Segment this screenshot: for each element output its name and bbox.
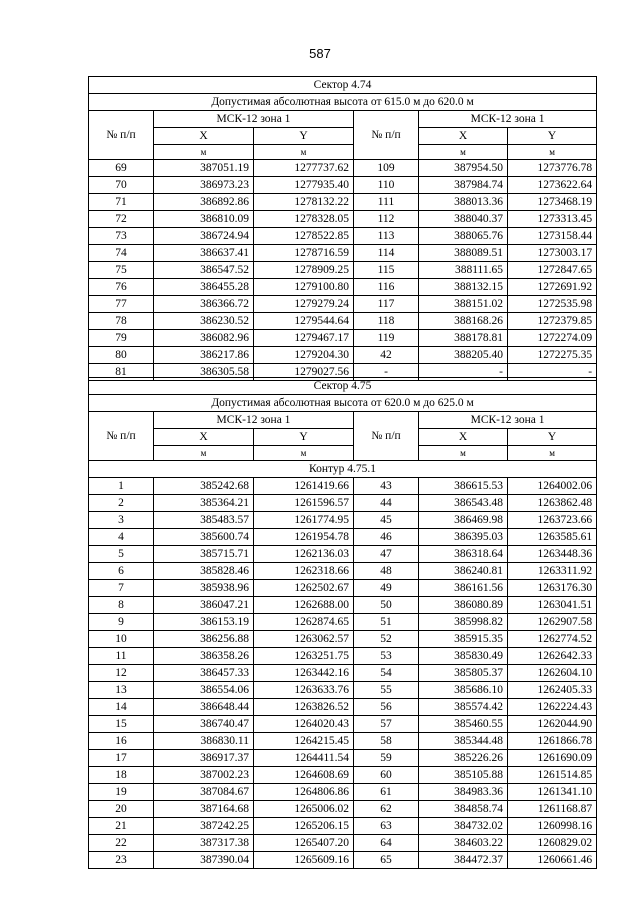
x-coordinate-left: 386366.72	[154, 296, 254, 313]
table-row	[89, 495, 597, 512]
num-header-right: № п/п	[354, 412, 419, 461]
y-coordinate-left: 1263062.57	[254, 631, 354, 648]
y-coordinate-right: 1272847.65	[508, 262, 597, 279]
table-row	[89, 262, 597, 279]
y-coordinate-right: 1273468.19	[508, 194, 597, 211]
x-coordinate-right: 388013.36	[419, 194, 508, 211]
x-coordinate-left: 386217.86	[154, 347, 254, 364]
y-coordinate-right: 1263041.51	[508, 597, 597, 614]
x-coordinate-right: 384983.36	[419, 784, 508, 801]
x-coordinate-left: 386256.88	[154, 631, 254, 648]
y-coordinate-right: 1272274.09	[508, 330, 597, 347]
table-row	[89, 279, 597, 296]
point-number-left: 79	[89, 330, 154, 347]
x-coordinate-right: 384472.37	[419, 852, 508, 869]
y-coordinate-left: 1265407.20	[254, 835, 354, 852]
y-coordinate-left: 1279279.24	[254, 296, 354, 313]
y-coordinate-right: 1263585.61	[508, 529, 597, 546]
point-number-left: 19	[89, 784, 154, 801]
y-coordinate-right: 1260998.16	[508, 818, 597, 835]
y-unit-left: м	[254, 446, 354, 461]
y-coordinate-left: 1263251.75	[254, 648, 354, 665]
table-row	[89, 750, 597, 767]
y-coordinate-right: 1260829.02	[508, 835, 597, 852]
y-coordinate-left: 1263633.76	[254, 682, 354, 699]
y-coordinate-left: 1264411.54	[254, 750, 354, 767]
point-number-right: 51	[354, 614, 419, 631]
sector-table-4-75	[88, 377, 597, 869]
table-row	[89, 347, 597, 364]
y-coordinate-left: 1279544.64	[254, 313, 354, 330]
y-coordinate-left: 1265206.15	[254, 818, 354, 835]
y-coordinate-left: 1262688.00	[254, 597, 354, 614]
point-number-left: 1	[89, 478, 154, 495]
x-coordinate-left: 386455.28	[154, 279, 254, 296]
y-coordinate-left: 1264020.43	[254, 716, 354, 733]
table-row	[89, 614, 597, 631]
point-number-right: -	[354, 364, 419, 381]
x-coordinate-right: 386080.89	[419, 597, 508, 614]
point-number-left: 71	[89, 194, 154, 211]
point-number-left: 12	[89, 665, 154, 682]
point-number-left: 72	[89, 211, 154, 228]
y-coordinate-right: 1261168.87	[508, 801, 597, 818]
y-coordinate-left: 1278909.25	[254, 262, 354, 279]
point-number-left: 22	[89, 835, 154, 852]
x-coordinate-left: 386082.96	[154, 330, 254, 347]
y-coordinate-right: 1272275.35	[508, 347, 597, 364]
x-coordinate-right: 386318.64	[419, 546, 508, 563]
y-header-left: Y	[254, 128, 354, 145]
y-coordinate-left: 1279027.56	[254, 364, 354, 381]
y-coordinate-right: 1262774.52	[508, 631, 597, 648]
y-coordinate-right: -	[508, 364, 597, 381]
y-coordinate-left: 1278716.59	[254, 245, 354, 262]
table-row	[89, 665, 597, 682]
point-number-left: 78	[89, 313, 154, 330]
point-number-right: 45	[354, 512, 419, 529]
x-coordinate-left: 386457.33	[154, 665, 254, 682]
y-coordinate-left: 1265609.16	[254, 852, 354, 869]
num-header-right: № п/п	[354, 111, 419, 160]
table-row	[89, 733, 597, 750]
x-coordinate-right: 385460.55	[419, 716, 508, 733]
y-coordinate-left: 1264806.86	[254, 784, 354, 801]
y-coordinate-right: 1260661.46	[508, 852, 597, 869]
x-coordinate-left: 387002.23	[154, 767, 254, 784]
y-coordinate-right: 1262044.90	[508, 716, 597, 733]
sector-table-body	[89, 378, 597, 869]
table-row	[89, 512, 597, 529]
y-coordinate-right: 1263723.66	[508, 512, 597, 529]
table-row	[89, 546, 597, 563]
x-coordinate-left: 385938.96	[154, 580, 254, 597]
table-row	[89, 296, 597, 313]
table-row	[89, 245, 597, 262]
x-coordinate-right: 385105.88	[419, 767, 508, 784]
x-coordinate-right: 388132.15	[419, 279, 508, 296]
y-coordinate-left: 1264215.45	[254, 733, 354, 750]
point-number-right: 52	[354, 631, 419, 648]
point-number-right: 46	[354, 529, 419, 546]
point-number-left: 6	[89, 563, 154, 580]
point-number-left: 77	[89, 296, 154, 313]
y-coordinate-right: 1273776.78	[508, 160, 597, 177]
table-row	[89, 228, 597, 245]
point-number-left: 11	[89, 648, 154, 665]
table-row	[89, 852, 597, 869]
x-coordinate-left: 386230.52	[154, 313, 254, 330]
x-coordinate-left: 386358.26	[154, 648, 254, 665]
x-coordinate-right: 387954.50	[419, 160, 508, 177]
y-coordinate-left: 1277737.62	[254, 160, 354, 177]
x-coordinate-left: 387051.19	[154, 160, 254, 177]
x-header-right: X	[419, 128, 508, 145]
point-number-left: 8	[89, 597, 154, 614]
point-number-right: 55	[354, 682, 419, 699]
table-row	[89, 801, 597, 818]
table-row	[89, 563, 597, 580]
y-coordinate-right: 1272691.92	[508, 279, 597, 296]
y-coordinate-right: 1264002.06	[508, 478, 597, 495]
point-number-right: 113	[354, 228, 419, 245]
point-number-left: 21	[89, 818, 154, 835]
x-unit-right: м	[419, 145, 508, 160]
y-coordinate-left: 1261419.66	[254, 478, 354, 495]
x-coordinate-right: 388168.26	[419, 313, 508, 330]
y-coordinate-left: 1278522.85	[254, 228, 354, 245]
point-number-left: 74	[89, 245, 154, 262]
point-number-right: 53	[354, 648, 419, 665]
x-coordinate-right: 386240.81	[419, 563, 508, 580]
y-coordinate-left: 1278328.05	[254, 211, 354, 228]
point-number-right: 62	[354, 801, 419, 818]
table-row	[89, 818, 597, 835]
point-number-right: 54	[354, 665, 419, 682]
x-coordinate-left: 386740.47	[154, 716, 254, 733]
y-coordinate-right: 1262604.10	[508, 665, 597, 682]
y-coordinate-left: 1263442.16	[254, 665, 354, 682]
table-row	[89, 699, 597, 716]
contour-label: Контур 4.75.1	[89, 461, 597, 478]
y-header-right: Y	[508, 128, 597, 145]
x-coordinate-left: 385600.74	[154, 529, 254, 546]
system-header-right: МСК-12 зона 1	[419, 412, 597, 429]
table-row	[89, 211, 597, 228]
x-header-right: X	[419, 429, 508, 446]
x-coordinate-left: 387164.68	[154, 801, 254, 818]
table-row	[89, 478, 597, 495]
x-coordinate-left: 386305.58	[154, 364, 254, 381]
y-coordinate-left: 1263826.52	[254, 699, 354, 716]
x-coordinate-right: 386615.53	[419, 478, 508, 495]
table-row	[89, 682, 597, 699]
table-row	[89, 716, 597, 733]
point-number-right: 117	[354, 296, 419, 313]
point-number-left: 20	[89, 801, 154, 818]
x-header-left: X	[154, 128, 254, 145]
point-number-right: 44	[354, 495, 419, 512]
point-number-right: 61	[354, 784, 419, 801]
point-number-left: 23	[89, 852, 154, 869]
x-coordinate-right: 385830.49	[419, 648, 508, 665]
point-number-left: 5	[89, 546, 154, 563]
x-coordinate-left: 385364.21	[154, 495, 254, 512]
point-number-left: 76	[89, 279, 154, 296]
x-coordinate-right: -	[419, 364, 508, 381]
table-row	[89, 194, 597, 211]
y-unit-right: м	[508, 446, 597, 461]
y-coordinate-right: 1262405.33	[508, 682, 597, 699]
y-header-left: Y	[254, 429, 354, 446]
sector-table-body	[89, 77, 597, 381]
point-number-left: 17	[89, 750, 154, 767]
y-coordinate-right: 1261341.10	[508, 784, 597, 801]
x-unit-left: м	[154, 446, 254, 461]
point-number-right: 49	[354, 580, 419, 597]
y-unit-right: м	[508, 145, 597, 160]
y-coordinate-right: 1273158.44	[508, 228, 597, 245]
page-number: 587	[309, 46, 331, 61]
x-coordinate-left: 387242.25	[154, 818, 254, 835]
point-number-right: 63	[354, 818, 419, 835]
table-row	[89, 177, 597, 194]
table-row	[89, 784, 597, 801]
x-coordinate-right: 385686.10	[419, 682, 508, 699]
point-number-right: 48	[354, 563, 419, 580]
point-number-right: 119	[354, 330, 419, 347]
point-number-left: 4	[89, 529, 154, 546]
x-coordinate-left: 386810.09	[154, 211, 254, 228]
x-coordinate-left: 386047.21	[154, 597, 254, 614]
y-coordinate-right: 1272535.98	[508, 296, 597, 313]
x-coordinate-left: 386973.23	[154, 177, 254, 194]
x-coordinate-right: 386395.03	[419, 529, 508, 546]
x-coordinate-left: 387084.67	[154, 784, 254, 801]
point-number-left: 81	[89, 364, 154, 381]
point-number-right: 57	[354, 716, 419, 733]
point-number-right: 116	[354, 279, 419, 296]
table-row	[89, 160, 597, 177]
sector-title: Сектор 4.74	[89, 77, 597, 94]
x-coordinate-right: 386469.98	[419, 512, 508, 529]
y-coordinate-right: 1263862.48	[508, 495, 597, 512]
point-number-left: 69	[89, 160, 154, 177]
y-coordinate-left: 1262874.65	[254, 614, 354, 631]
x-coordinate-right: 386543.48	[419, 495, 508, 512]
y-coordinate-right: 1263448.36	[508, 546, 597, 563]
x-coordinate-right: 385226.26	[419, 750, 508, 767]
y-coordinate-left: 1262136.03	[254, 546, 354, 563]
x-coordinate-right: 387984.74	[419, 177, 508, 194]
point-number-right: 64	[354, 835, 419, 852]
y-coordinate-left: 1279100.80	[254, 279, 354, 296]
y-coordinate-right: 1261690.09	[508, 750, 597, 767]
x-coordinate-left: 385483.57	[154, 512, 254, 529]
table-row	[89, 529, 597, 546]
table-row	[89, 580, 597, 597]
y-coordinate-left: 1265006.02	[254, 801, 354, 818]
point-number-left: 10	[89, 631, 154, 648]
height-note: Допустимая абсолютная высота от 620.0 м до 625.0 м	[89, 395, 597, 412]
table-row	[89, 330, 597, 347]
point-number-left: 13	[89, 682, 154, 699]
point-number-right: 111	[354, 194, 419, 211]
y-coordinate-left: 1261954.78	[254, 529, 354, 546]
x-coordinate-right: 388089.51	[419, 245, 508, 262]
x-coordinate-left: 386724.94	[154, 228, 254, 245]
point-number-right: 56	[354, 699, 419, 716]
point-number-right: 114	[354, 245, 419, 262]
x-coordinate-right: 385998.82	[419, 614, 508, 631]
table-row	[89, 767, 597, 784]
x-coordinate-left: 386554.06	[154, 682, 254, 699]
x-coordinate-right: 385574.42	[419, 699, 508, 716]
y-coordinate-right: 1263176.30	[508, 580, 597, 597]
point-number-left: 75	[89, 262, 154, 279]
point-number-right: 59	[354, 750, 419, 767]
point-number-right: 65	[354, 852, 419, 869]
y-coordinate-left: 1279204.30	[254, 347, 354, 364]
num-header-left: № п/п	[89, 412, 154, 461]
x-coordinate-left: 386637.41	[154, 245, 254, 262]
table-row	[89, 597, 597, 614]
x-coordinate-right: 384858.74	[419, 801, 508, 818]
point-number-left: 80	[89, 347, 154, 364]
y-coordinate-right: 1262642.33	[508, 648, 597, 665]
y-coordinate-right: 1273622.64	[508, 177, 597, 194]
point-number-right: 58	[354, 733, 419, 750]
x-coordinate-right: 388065.76	[419, 228, 508, 245]
point-number-right: 118	[354, 313, 419, 330]
system-header-left: МСК-12 зона 1	[154, 111, 354, 128]
x-coordinate-left: 385828.46	[154, 563, 254, 580]
x-header-left: X	[154, 429, 254, 446]
x-coordinate-left: 386892.86	[154, 194, 254, 211]
point-number-left: 7	[89, 580, 154, 597]
x-coordinate-right: 384732.02	[419, 818, 508, 835]
x-coordinate-right: 388178.81	[419, 330, 508, 347]
point-number-left: 70	[89, 177, 154, 194]
point-number-left: 73	[89, 228, 154, 245]
point-number-right: 50	[354, 597, 419, 614]
x-coordinate-left: 385715.71	[154, 546, 254, 563]
x-coordinate-right: 388151.02	[419, 296, 508, 313]
x-coordinate-right: 388111.65	[419, 262, 508, 279]
x-coordinate-right: 384603.22	[419, 835, 508, 852]
y-coordinate-left: 1261774.95	[254, 512, 354, 529]
point-number-left: 16	[89, 733, 154, 750]
point-number-left: 15	[89, 716, 154, 733]
system-header-right: МСК-12 зона 1	[419, 111, 597, 128]
y-coordinate-right: 1273003.17	[508, 245, 597, 262]
point-number-right: 47	[354, 546, 419, 563]
y-coordinate-right: 1263311.92	[508, 563, 597, 580]
y-coordinate-right: 1261514.85	[508, 767, 597, 784]
table-row	[89, 835, 597, 852]
sector-title: Сектор 4.75	[89, 378, 597, 395]
x-coordinate-left: 387390.04	[154, 852, 254, 869]
point-number-right: 110	[354, 177, 419, 194]
point-number-right: 60	[354, 767, 419, 784]
x-coordinate-right: 388040.37	[419, 211, 508, 228]
y-coordinate-right: 1272379.85	[508, 313, 597, 330]
y-coordinate-left: 1262318.66	[254, 563, 354, 580]
point-number-right: 43	[354, 478, 419, 495]
x-coordinate-right: 386161.56	[419, 580, 508, 597]
x-coordinate-left: 386648.44	[154, 699, 254, 716]
x-coordinate-right: 388205.40	[419, 347, 508, 364]
point-number-left: 9	[89, 614, 154, 631]
y-coordinate-right: 1261866.78	[508, 733, 597, 750]
x-coordinate-right: 385915.35	[419, 631, 508, 648]
x-coordinate-right: 385805.37	[419, 665, 508, 682]
x-coordinate-left: 385242.68	[154, 478, 254, 495]
table-row	[89, 313, 597, 330]
num-header-left: № п/п	[89, 111, 154, 160]
x-unit-right: м	[419, 446, 508, 461]
x-coordinate-left: 387317.38	[154, 835, 254, 852]
x-coordinate-left: 386830.11	[154, 733, 254, 750]
point-number-left: 18	[89, 767, 154, 784]
table-row	[89, 631, 597, 648]
point-number-right: 112	[354, 211, 419, 228]
point-number-right: 115	[354, 262, 419, 279]
point-number-left: 2	[89, 495, 154, 512]
sector-table-4-74	[88, 76, 597, 381]
y-coordinate-left: 1262502.67	[254, 580, 354, 597]
y-coordinate-right: 1273313.45	[508, 211, 597, 228]
table-row	[89, 648, 597, 665]
system-header-left: МСК-12 зона 1	[154, 412, 354, 429]
point-number-right: 109	[354, 160, 419, 177]
point-number-left: 3	[89, 512, 154, 529]
y-coordinate-right: 1262224.43	[508, 699, 597, 716]
x-coordinate-left: 386917.37	[154, 750, 254, 767]
y-unit-left: м	[254, 145, 354, 160]
x-coordinate-left: 386153.19	[154, 614, 254, 631]
y-coordinate-left: 1277935.40	[254, 177, 354, 194]
x-coordinate-right: 385344.48	[419, 733, 508, 750]
height-note: Допустимая абсолютная высота от 615.0 м до 620.0 м	[89, 94, 597, 111]
y-coordinate-left: 1279467.17	[254, 330, 354, 347]
point-number-left: 14	[89, 699, 154, 716]
y-header-right: Y	[508, 429, 597, 446]
y-coordinate-left: 1278132.22	[254, 194, 354, 211]
point-number-right: 42	[354, 347, 419, 364]
y-coordinate-right: 1262907.58	[508, 614, 597, 631]
y-coordinate-left: 1261596.57	[254, 495, 354, 512]
x-coordinate-left: 386547.52	[154, 262, 254, 279]
y-coordinate-left: 1264608.69	[254, 767, 354, 784]
x-unit-left: м	[154, 145, 254, 160]
